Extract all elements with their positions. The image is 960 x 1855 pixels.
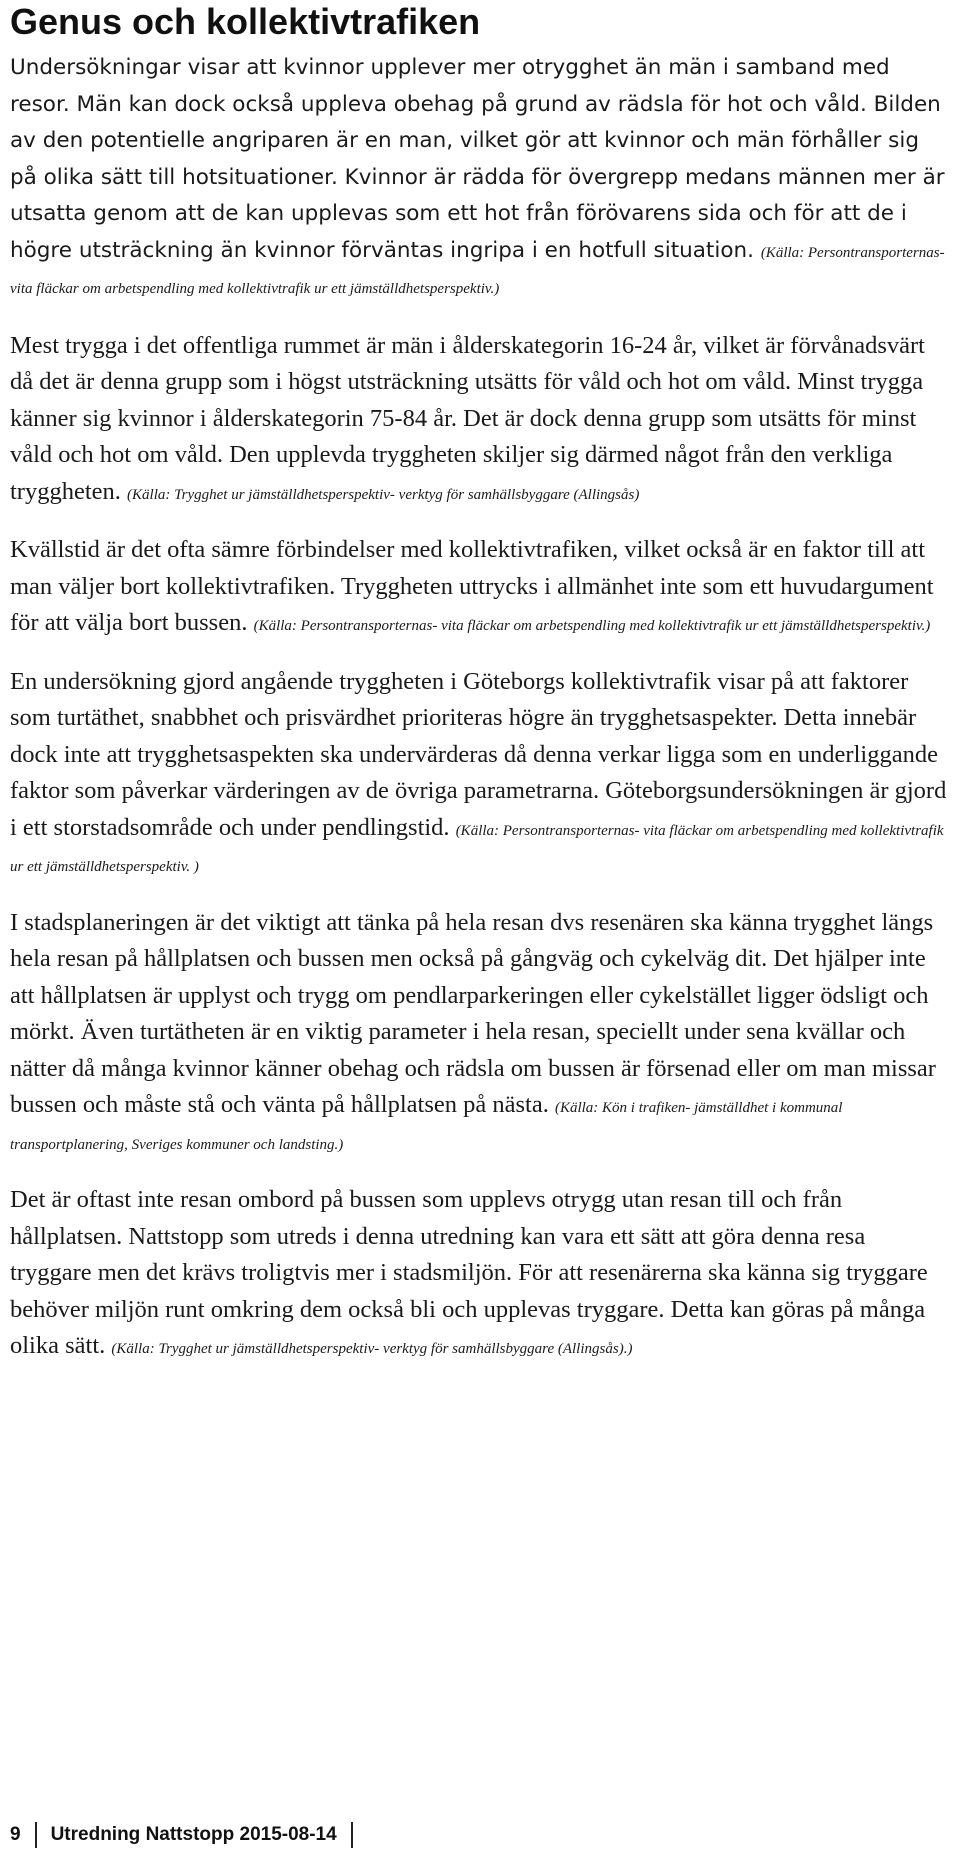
paragraph-2 (10, 328, 950, 511)
document-page (10, 0, 950, 1365)
paragraph-3 (10, 532, 950, 642)
paragraph-1 (10, 50, 950, 306)
paragraph-5 (10, 905, 950, 1161)
paragraph-2-citation: (Källa: Trygghet ur jämställdhetsperspektiv- verktyg för samhällsbyggare (Allingsås) (127, 486, 640, 503)
paragraph-4 (10, 664, 950, 883)
page-number: 9 (10, 1824, 21, 1845)
paragraph-3-text: Kvällstid är det ofta sämre förbindelser med kollektivtrafiken, vilket också är en faktor till att man väljer bort kollektivtrafiken. Tryggheten uttrycks i allmänhet inte som ett huvudargument för att välja bort bussen. (10, 536, 934, 636)
footer-divider-end (351, 1822, 353, 1848)
paragraph-4-citation: (Källa: Persontransporternas- vita fläckar om arbetspendling med kollektivtrafik ur ett jämställdhetsperspektiv. ) (10, 822, 944, 875)
paragraph-6-citation: (Källa: Trygghet ur jämställdhetsperspektiv- verktyg för samhällsbyggare (Allingsås).) (111, 1341, 633, 1357)
paragraph-6-text: Det är oftast inte resan ombord på bussen som upplevs otrygg utan resan till och från hållplatsen. Nattstopp som utreds i denna utredning kan vara ett sätt att göra denna resa tryggare men det krävs troligtvis mer i stadsmiljön. För att resenärerna ska känna sig tryggare behöver miljön runt omkring dem också bli och upplevas tryggare. Detta kan göras på många olika sätt. (10, 1186, 928, 1359)
section-heading: Genus och kollektivtrafiken (10, 1, 481, 42)
page-footer (10, 1822, 367, 1848)
paragraph-4-text: En undersökning gjord angående tryggheten i Göteborgs kollektivtrafik visar på att faktorer som turtäthet, snabbhet och prisvärdhet prioriteras högre än trygghetsaspekter. Detta innebär dock inte att trygghetsaspekten ska undervärderas då denna verkar ligga som en underliggande faktor som påverkar värderingen av de övriga parametrarna. Göteborgsundersökningen är gjord i ett storstadsområde och under pendlingstid. (10, 667, 947, 841)
paragraph-5-text: I stadsplaneringen är det viktigt att tänka på hela resan dvs resenären ska känna trygghet längs hela resan på hållplatsen och bussen men också på gångväg och cykelväg dit. Det hjälper inte att hållplatsen är upplyst och trygg om pendlarparkeringen eller cykelstället ligger ödsligt och mörkt. Även turtätheten är en viktig parameter i hela resan, speciellt under sena kvällar och nätter då många kvinnor känner obehag och rädsla om bussen är försenad eller om man missar bussen och måste stå och vänta på hållplatsen på nästa. (10, 908, 936, 1118)
paragraph-5-citation: (Källa: Kön i trafiken- jämställdhet i kommunal transportplanering, Sveriges kommuner och landsting.) (10, 1100, 843, 1153)
paragraph-3-citation: (Källa: Persontransporternas- vita fläckar om arbetspendling med kollektivtrafik ur ett jämställdhetsperspektiv.) (253, 618, 931, 634)
paragraph-1-citation: (Källa: Persontransporternas- vita fläckar om arbetspendling med kollektivtrafik ur ett jämställdhetsperspektiv.) (10, 244, 945, 297)
paragraph-6 (10, 1182, 950, 1365)
footer-divider (35, 1822, 37, 1848)
document-title: Utredning Nattstopp 2015-08-14 (50, 1824, 337, 1845)
paragraph-2-text: Mest trygga i det offentliga rummet är män i ålderskategorin 16-24 år, vilket är förvånadsvärt då det är denna grupp som i högst utsträckning utsätts för våld och hot om våld. Minst trygga känner sig kvinnor i ålderskategorin 75-84 år. Det är dock denna grupp som utsätts för minst våld och hot om våld. Den upplevda tryggheten skiljer sig därmed något från den verkliga tryggheten. (10, 331, 925, 505)
paragraph-1-text: Undersökningar visar att kvinnor upplever mer otrygghet än män i samband med resor. Män kan dock också uppleva obehag på grund av rädsla för hot och våld. Bilden av den potentielle angriparen är en man, vilket gör att kvinnor och män förhåller sig på olika sätt till hotsituationer. Kvinnor är rädda för övergrepp medans männen mer är utsatta genom att de kan upplevas som ett hot från förövarens sida och för att de i högre utsträckning än kvinnor förväntas ingripa i en hotfull situation. (10, 55, 945, 263)
